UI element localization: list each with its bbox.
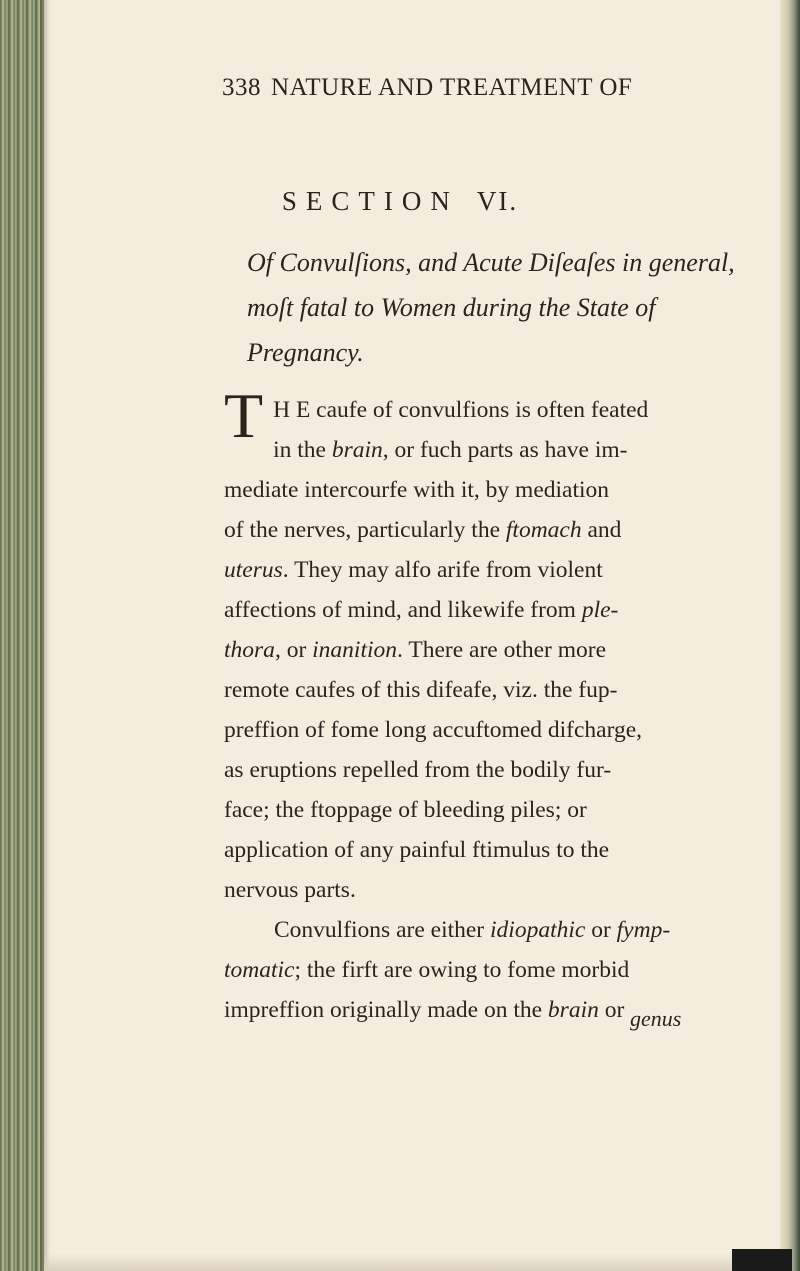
text-line: remote caufes of this difeafe, viz. the fup- bbox=[224, 677, 618, 703]
page-bottom-shadow bbox=[44, 1253, 780, 1271]
text-line: uterus. They may alfo arife from violent bbox=[224, 557, 603, 583]
running-header bbox=[222, 74, 632, 102]
section-number: VI. bbox=[476, 186, 519, 216]
text-line: as eruptions repelled from the bodily fur- bbox=[224, 757, 612, 783]
text-line: application of any painful ftimulus to the bbox=[224, 837, 610, 863]
text-line: of the nerves, particularly the ftomach and bbox=[224, 517, 622, 543]
text-line: H E caufe of convulfions is often feated bbox=[273, 397, 649, 423]
catchword: genus bbox=[630, 1006, 682, 1031]
drop-cap: T bbox=[224, 380, 264, 451]
section-subtitle bbox=[247, 240, 747, 375]
subtitle-line-1: Of Convulſions, and Acute Diſeaſes in general, bbox=[247, 248, 735, 277]
page-number: 338 bbox=[222, 74, 261, 101]
text-line: preffion of fome long accuftomed difcharge, bbox=[224, 717, 643, 743]
text-line: face; the ftoppage of bleeding piles; or bbox=[224, 797, 587, 823]
subtitle-line-2: moſt fatal to Women during the State of bbox=[247, 293, 656, 322]
corner-mark bbox=[732, 1249, 792, 1271]
text-line: tomatic; the firft are owing to fome morbid bbox=[224, 957, 630, 983]
text-line: mediate intercourfe with it, by mediation bbox=[224, 477, 610, 503]
text-line: thora, or inanition. There are other more bbox=[224, 637, 607, 663]
section-heading bbox=[0, 186, 800, 217]
text-line: Convulfions are either idiopathic or fymp- bbox=[274, 917, 671, 943]
body-text bbox=[224, 380, 742, 1030]
section-label: SECTION bbox=[281, 186, 459, 216]
text-line: in the brain, or fuch parts as have im- bbox=[273, 437, 628, 463]
running-title: NATURE AND TREATMENT OF bbox=[271, 74, 633, 101]
text-line: nervous parts. bbox=[224, 877, 356, 903]
subtitle-line-3: Pregnancy. bbox=[247, 338, 364, 367]
text-line: affections of mind, and likewife from ple- bbox=[224, 597, 619, 623]
text-line: impreffion originally made on the brain or bbox=[224, 997, 625, 1023]
